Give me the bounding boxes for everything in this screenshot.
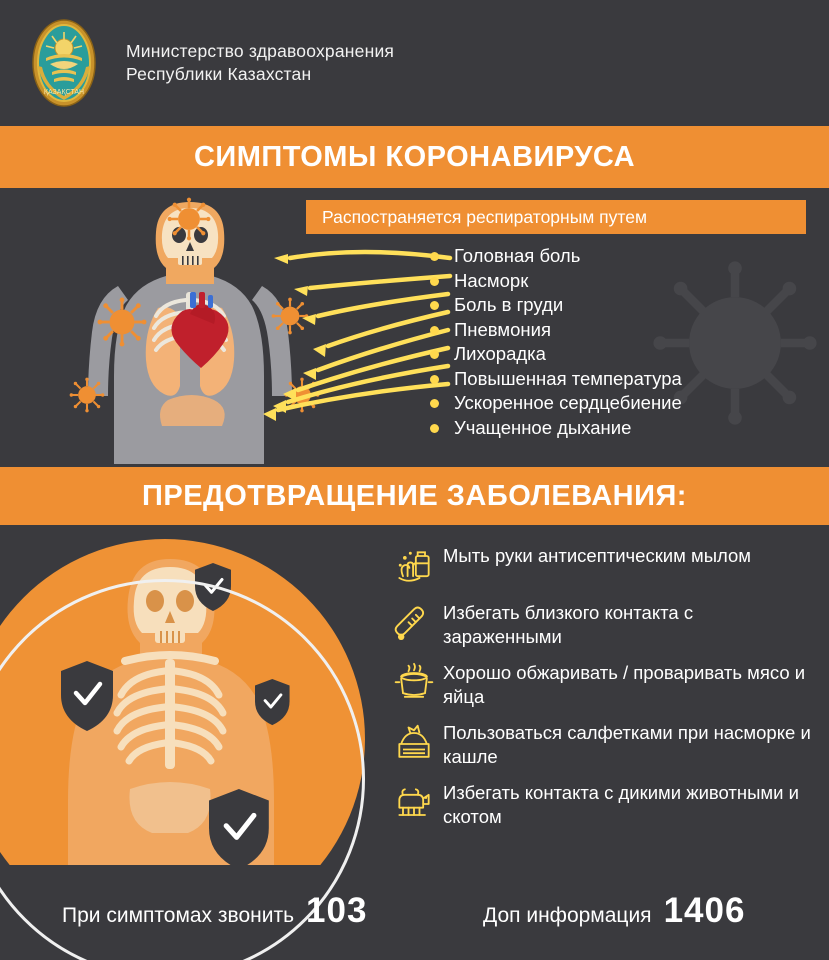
emergency-phone-label: При симптомах звонить: [62, 904, 295, 927]
symptoms-section: [0, 188, 829, 467]
footer: [0, 865, 829, 960]
emergency-phone-number: 103: [306, 891, 368, 930]
emergency-phone: [62, 891, 367, 931]
transmission-text: Распостраняется респираторным путем: [322, 206, 647, 227]
prevention-section: [0, 525, 829, 865]
cooking-pot-icon: [385, 660, 443, 706]
symptoms-title: СИМПТОМЫ КОРОНАВИРУСА: [193, 140, 636, 173]
prevention-title: ПРЕДОТВРАЩЕНИЕ ЗАБОЛЕВАНИЯ:: [142, 479, 687, 512]
farm-animal-icon: [385, 780, 443, 826]
symptom-item: Лихорадка: [430, 342, 682, 367]
protected-body-circle: [0, 539, 365, 865]
hand-washing-soap-icon: [385, 543, 443, 589]
info-phone-label: Доп информация: [483, 904, 652, 927]
symptom-item: Пневмония: [430, 318, 682, 343]
prevention-item-text: Мыть руки антисептическим мылом: [443, 545, 752, 566]
prevention-item: [385, 720, 815, 769]
svg-text:ҚАЗАҚСТАН: ҚАЗАҚСТАН: [43, 89, 85, 96]
symptom-item: Головная боль: [430, 244, 682, 269]
symptom-item: Боль в груди: [430, 293, 682, 318]
prevention-title-band: [0, 467, 829, 525]
prevention-item: [385, 543, 815, 589]
tissue-box-icon: [385, 720, 443, 766]
symptom-item: Ускоренное сердцебиение: [430, 391, 682, 416]
prevention-item: [385, 660, 815, 709]
kazakhstan-state-emblem-icon: [26, 14, 102, 112]
info-phone: [483, 891, 745, 931]
prevention-item-text: Хорошо обжаривать / проваривать мясо и яйца: [443, 662, 806, 707]
thermometer-icon: [385, 600, 443, 646]
prevention-item: [385, 780, 815, 829]
symptom-item: Учащенное дыхание: [430, 416, 682, 441]
ministry-name: [126, 40, 394, 86]
prevention-item-text: Пользоваться салфетками при насморке и кашле: [443, 722, 811, 767]
header: [0, 0, 829, 126]
ministry-line-1: Министерство здравоохранения: [126, 41, 395, 61]
prevention-list: [385, 543, 815, 840]
transmission-banner: [306, 200, 806, 234]
symptom-item: Повышенная температура: [430, 367, 682, 392]
symptom-item: Насморк: [430, 269, 682, 294]
prevention-item: [385, 600, 815, 649]
prevention-item-text: Избегать контакта с дикими животными и скотом: [443, 782, 799, 827]
symptoms-title-band: [0, 126, 829, 188]
info-phone-number: 1406: [663, 891, 746, 930]
ministry-line-2: Республики Казахстан: [126, 64, 312, 84]
symptom-pointer-arrows: [160, 218, 460, 448]
symptoms-list: [430, 244, 682, 440]
prevention-item-text: Избегать близкого контакта с зараженными: [443, 602, 694, 647]
